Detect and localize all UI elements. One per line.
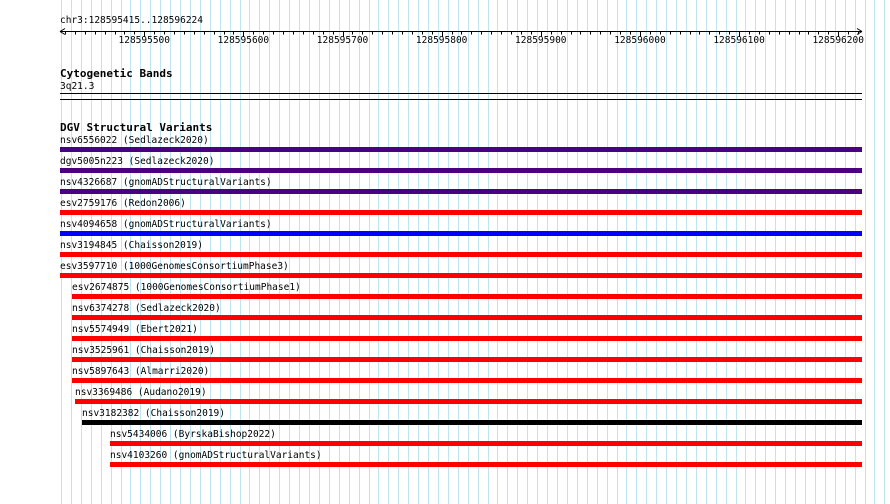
variant-label[interactable]: nsv5574949 (Ebert2021) bbox=[72, 324, 198, 335]
ruler-tick-label: 128595900 bbox=[515, 35, 567, 46]
variant-label[interactable]: nsv4094658 (gnomADStructuralVariants) bbox=[60, 219, 272, 230]
ruler-tick-label: 128595700 bbox=[316, 35, 369, 46]
variant-feature-bar[interactable] bbox=[110, 441, 862, 446]
variant-label[interactable]: nsv4326687 (gnomADStructuralVariants) bbox=[60, 177, 272, 188]
variant-feature-bar[interactable] bbox=[72, 336, 862, 341]
variant-label[interactable]: nsv6556022 (Sedlazeck2020) bbox=[60, 135, 209, 146]
track-separator bbox=[60, 99, 862, 100]
location-label: chr3:128595415..128596224 bbox=[60, 15, 203, 26]
variant-row[interactable] bbox=[0, 261, 890, 282]
variant-label[interactable]: nsv5897643 (Almarri2020) bbox=[72, 366, 210, 377]
variant-label[interactable]: nsv4103260 (gnomADStructuralVariants) bbox=[110, 450, 322, 461]
variant-feature-bar[interactable] bbox=[60, 189, 862, 194]
variant-feature-bar[interactable] bbox=[60, 210, 862, 215]
variant-row[interactable] bbox=[0, 135, 890, 156]
dgv-track-title: DGV Structural Variants bbox=[60, 121, 213, 134]
variant-row[interactable] bbox=[0, 303, 890, 324]
variant-label[interactable]: nsv3525961 (Chaisson2019) bbox=[72, 345, 215, 356]
variant-row[interactable] bbox=[0, 450, 890, 471]
variant-feature-bar[interactable] bbox=[60, 168, 862, 173]
variant-feature-bar[interactable] bbox=[72, 378, 862, 383]
variant-feature-bar[interactable] bbox=[60, 231, 862, 236]
variant-row[interactable] bbox=[0, 177, 890, 198]
variant-feature-bar[interactable] bbox=[60, 147, 862, 152]
variant-feature-bar[interactable] bbox=[60, 252, 862, 257]
variant-feature-bar[interactable] bbox=[72, 357, 862, 362]
variant-row[interactable] bbox=[0, 387, 890, 408]
variant-row[interactable] bbox=[0, 429, 890, 450]
variant-label[interactable]: nsv3182382 (Chaisson2019) bbox=[82, 408, 225, 419]
cytoband-line[interactable] bbox=[60, 93, 862, 94]
ruler-tick-label: 128596100 bbox=[713, 35, 765, 46]
cytogenetic-bands-title: Cytogenetic Bands bbox=[60, 67, 173, 80]
variant-row[interactable] bbox=[0, 219, 890, 240]
variant-row[interactable] bbox=[0, 345, 890, 366]
variant-row[interactable] bbox=[0, 240, 890, 261]
variant-row[interactable] bbox=[0, 324, 890, 345]
variant-label[interactable]: nsv3194845 (Chaisson2019) bbox=[60, 240, 203, 251]
variant-label[interactable]: nsv5434006 (ByrskaBishop2022) bbox=[110, 429, 276, 440]
cytoband-label: 3q21.3 bbox=[60, 81, 95, 92]
variant-label[interactable]: nsv3369486 (Audano2019) bbox=[75, 387, 207, 398]
ruler-tick-label: 128595800 bbox=[415, 35, 468, 46]
variant-label[interactable]: esv2674875 (1000GenomesConsortiumPhase1) bbox=[72, 282, 301, 293]
variant-row[interactable] bbox=[0, 198, 890, 219]
variant-row[interactable] bbox=[0, 366, 890, 387]
variant-row[interactable] bbox=[0, 156, 890, 177]
variant-label[interactable]: dgv5005n223 (Sedlazeck2020) bbox=[60, 156, 215, 167]
variant-feature-bar[interactable] bbox=[75, 399, 862, 404]
variant-label[interactable]: esv2759176 (Redon2006) bbox=[60, 198, 186, 209]
ruler-tick-label: 128595500 bbox=[118, 35, 170, 46]
variant-label[interactable]: esv3597710 (1000GenomesConsortiumPhase3) bbox=[60, 261, 289, 272]
variant-feature-bar[interactable] bbox=[72, 294, 862, 299]
ruler-tick-label: 128596000 bbox=[614, 35, 666, 46]
variant-row[interactable] bbox=[0, 408, 890, 429]
ruler-tick-label: 128596200 bbox=[812, 35, 864, 46]
variant-feature-bar[interactable] bbox=[60, 273, 862, 278]
ruler-tick-label: 128595600 bbox=[217, 35, 270, 46]
variant-feature-bar[interactable] bbox=[110, 462, 862, 467]
variant-feature-bar[interactable] bbox=[72, 315, 862, 320]
variant-feature-bar[interactable] bbox=[82, 420, 862, 425]
variant-row[interactable] bbox=[0, 282, 890, 303]
variant-label[interactable]: nsv6374278 (Sedlazeck2020) bbox=[72, 303, 221, 314]
